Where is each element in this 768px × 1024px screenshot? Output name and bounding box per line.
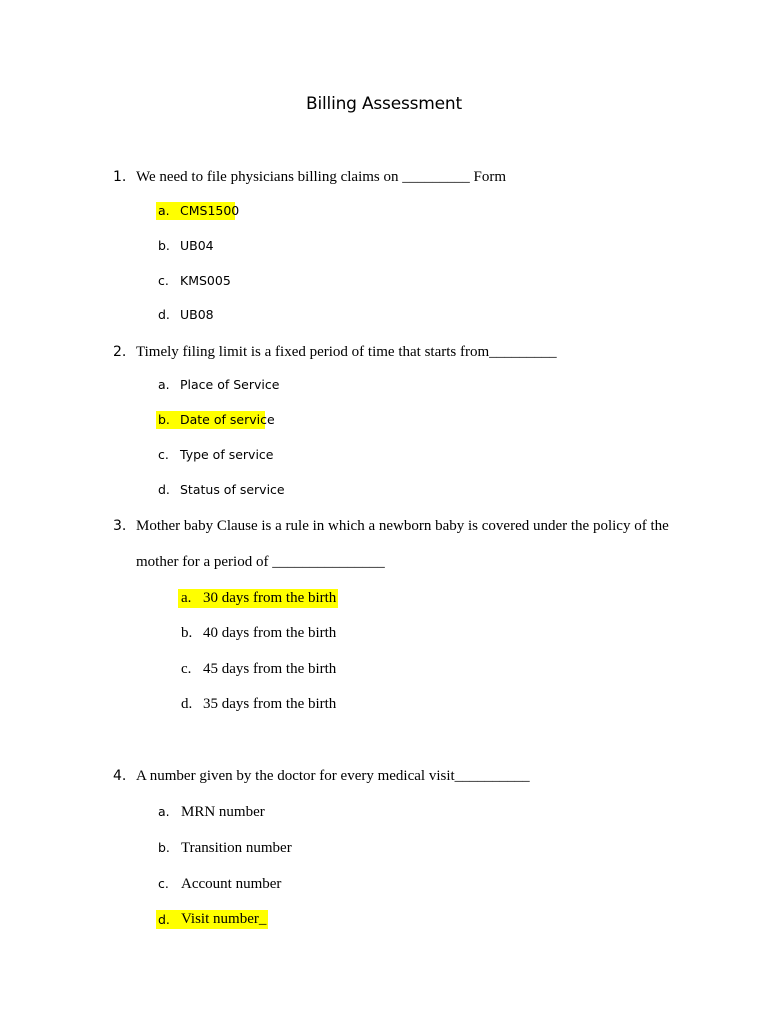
q1-option-d-letter: d. [158, 307, 170, 322]
q3-option-d-text: 35 days from the birth [203, 696, 337, 712]
q1-option-a-text: CMS1500 [180, 203, 240, 218]
q3-option-b-text: 40 days from the birth [203, 625, 337, 641]
question-4-text: A number given by the doctor for every medical visit__________ [136, 768, 530, 784]
q2-option-c-letter: c. [158, 447, 169, 462]
q1-option-b-letter: b. [158, 238, 170, 253]
question-1-text: We need to file physicians billing claims on _________ Form [136, 169, 506, 185]
q4-option-c-letter: c. [158, 876, 169, 891]
q4-option-d-letter: d. [158, 912, 170, 927]
question-2-text: Timely filing limit is a fixed period of time that starts from_________ [136, 344, 557, 360]
question-2-number: 2. [113, 344, 127, 360]
q1-option-c-text: KMS005 [180, 273, 231, 288]
q3-option-a-text: 30 days from the birth [203, 590, 337, 606]
q2-option-a-letter: a. [158, 377, 170, 392]
q4-option-b-letter: b. [158, 840, 170, 855]
q1-option-a-letter: a. [158, 203, 170, 218]
q4-option-c-text: Account number [181, 876, 282, 892]
document-title: Billing Assessment [306, 94, 462, 114]
q1-option-c-letter: c. [158, 273, 169, 288]
q4-option-d-text: Visit number_ [181, 911, 267, 927]
q3-option-c-text: 45 days from the birth [203, 661, 337, 677]
q4-option-a-letter: a. [158, 804, 170, 819]
q1-option-d-text: UB08 [180, 307, 214, 322]
question-3-text-line2: mother for a period of _______________ [136, 554, 385, 570]
q3-option-d-letter: d. [181, 696, 193, 712]
q2-option-d-letter: d. [158, 482, 170, 497]
q4-option-a-text: MRN number [181, 804, 265, 820]
q4-option-b-text: Transition number [181, 840, 292, 856]
q2-option-a-text: Place of Service [180, 377, 280, 392]
question-4-number: 4. [113, 768, 127, 784]
q3-option-c-letter: c. [181, 661, 192, 677]
question-3-text-line1: Mother baby Clause is a rule in which a newborn baby is covered under the policy of the [136, 518, 669, 534]
q3-option-b-letter: b. [181, 625, 193, 641]
q2-option-b-letter: b. [158, 412, 170, 427]
q2-option-d-text: Status of service [180, 482, 285, 497]
q3-option-a-letter: a. [181, 590, 192, 606]
q2-option-c-text: Type of service [180, 447, 274, 462]
q1-option-b-text: UB04 [180, 238, 214, 253]
question-1-number: 1. [113, 169, 127, 185]
q2-option-b-text: Date of service [180, 412, 275, 427]
question-3-number: 3. [113, 518, 127, 534]
